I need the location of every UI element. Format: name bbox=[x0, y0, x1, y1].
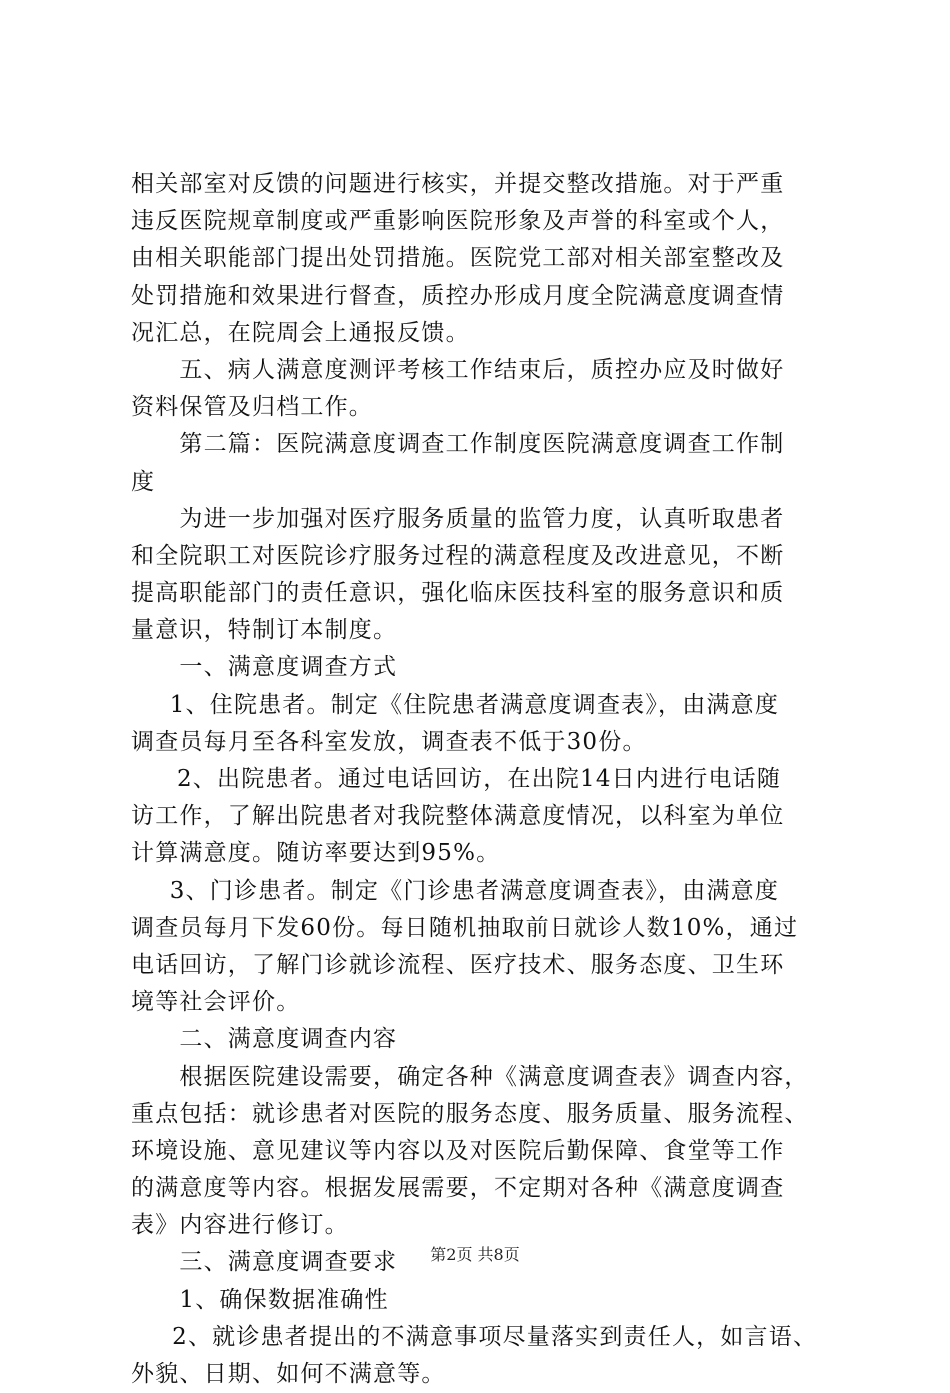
text-line: 和全院职工对医院诊疗服务过程的满意程度及改进意见，不断 bbox=[131, 542, 785, 569]
text-line: 三、满意度调查要求 bbox=[179, 1249, 398, 1276]
text-line: 由相关职能部门提出处罚措施。医院党工部对相关部室整改及 bbox=[131, 245, 785, 272]
text-line: 第二篇：医院满意度调查工作制度医院满意度调查工作制 bbox=[179, 431, 785, 458]
text-line: 违反医院规章制度或严重影响医院形象及声誉的科室或个人， bbox=[131, 208, 785, 235]
text-line: 一、满意度调查方式 bbox=[179, 654, 398, 681]
text-line: 外貌、日期、如何不满意等。 bbox=[131, 1361, 446, 1387]
document-body bbox=[131, 166, 831, 1393]
text-line: 况汇总，在院周会上通报反馈。 bbox=[131, 319, 470, 346]
text-line: 的满意度等内容。根据发展需要，不定期对各种《满意度调查 bbox=[131, 1175, 785, 1202]
text-line: 五、病人满意度测评考核工作结束后，质控办应及时做好 bbox=[179, 356, 785, 383]
text-line: 2、就诊患者提出的不满意事项尽量落实到责任人，如言语、 bbox=[172, 1323, 818, 1350]
text-line: 境等社会评价。 bbox=[131, 989, 301, 1016]
text-line: 资料保管及归档工作。 bbox=[131, 394, 373, 421]
text-line: 电话回访，了解门诊就诊流程、医疗技术、服务态度、卫生环 bbox=[131, 951, 785, 978]
text-line: 调查员每月至各科室发放，调查表不低于30份。 bbox=[131, 728, 647, 755]
text-line: 度 bbox=[131, 468, 156, 495]
text-line: 为进一步加强对医疗服务质量的监管力度，认真听取患者 bbox=[179, 505, 785, 532]
text-line: 二、满意度调查内容 bbox=[179, 1026, 398, 1053]
text-line: 处罚措施和效果进行督查，质控办形成月度全院满意度调查情 bbox=[131, 282, 785, 309]
text-line: 3、门诊患者。制定《门诊患者满意度调查表》，由满意度 bbox=[169, 877, 780, 904]
text-line: 提高职能部门的责任意识，强化临床医技科室的服务意识和质 bbox=[131, 580, 785, 607]
text-line: 重点包括：就诊患者对医院的服务态度、服务质量、服务流程、 bbox=[131, 1100, 809, 1127]
text-line: 环境设施、意见建议等内容以及对医院后勤保障、食堂等工作 bbox=[131, 1137, 785, 1164]
text-line: 计算满意度。随访率要达到95%。 bbox=[131, 840, 501, 867]
text-line: 量意识，特制订本制度。 bbox=[131, 617, 398, 644]
text-line: 1、住院患者。制定《住院患者满意度调查表》，由满意度 bbox=[169, 691, 780, 718]
page-footer: 第2页 共8页 bbox=[430, 1245, 520, 1264]
text-line: 1、确保数据准确性 bbox=[179, 1286, 389, 1313]
text-line: 访工作，了解出院患者对我院整体满意度情况，以科室为单位 bbox=[131, 803, 785, 830]
text-line: 调查员每月下发60份。每日随机抽取前日就诊人数10%，通过 bbox=[131, 914, 799, 941]
text-line: 相关部室对反馈的问题进行核实，并提交整改措施。对于严重 bbox=[131, 171, 785, 197]
text-line: 表》内容进行修订。 bbox=[131, 1212, 349, 1239]
text-line: 2、出院患者。通过电话回访，在出院14日内进行电话随 bbox=[176, 766, 782, 792]
text-line: 根据医院建设需要，确定各种《满意度调查表》调查内容， bbox=[179, 1063, 809, 1090]
